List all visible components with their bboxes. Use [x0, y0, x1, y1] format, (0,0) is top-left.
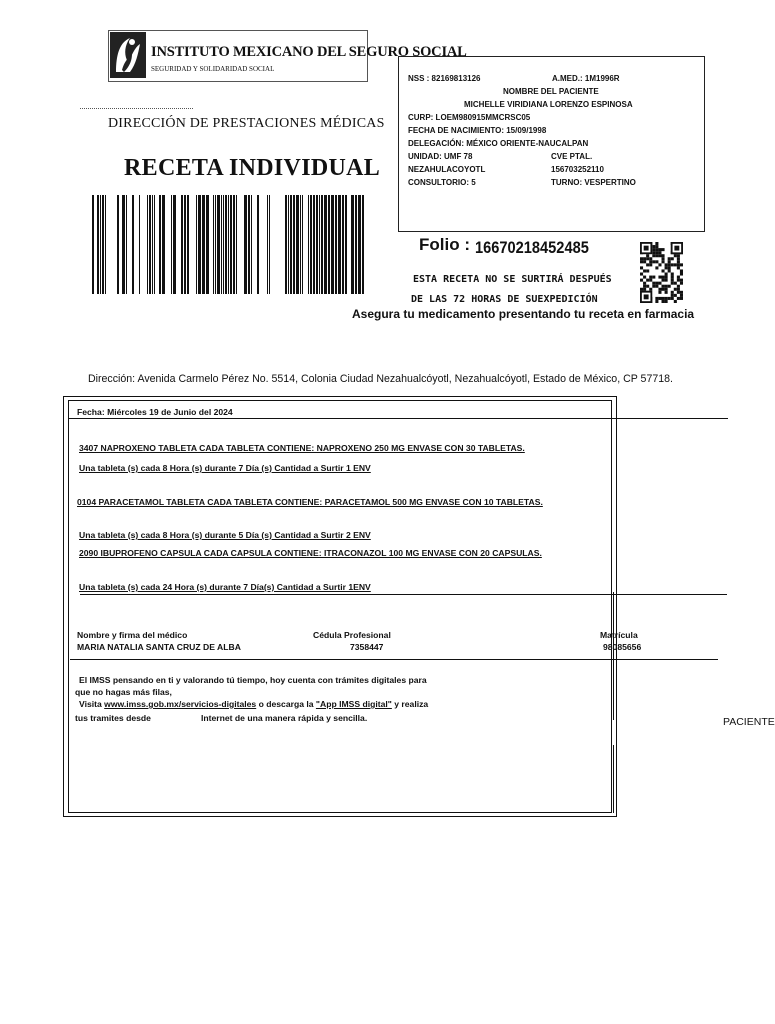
qr-module	[668, 257, 671, 260]
municipio: NEZAHULACOYOTL	[408, 165, 486, 174]
barcode-bar	[196, 195, 197, 294]
qr-module	[665, 297, 668, 300]
barcode-bar	[302, 195, 303, 294]
barcode	[92, 195, 365, 294]
delegacion: DELEGACIÓN: MÉXICO ORIENTE-NAUCALPAN	[408, 139, 589, 148]
qr-module	[677, 288, 680, 291]
qr-module	[665, 291, 668, 294]
qr-module	[655, 285, 658, 288]
barcode-bar	[213, 195, 214, 294]
qr-module	[680, 291, 683, 294]
logo-title: INSTITUTO MEXICANO DEL SEGURO SOCIAL	[151, 44, 467, 60]
medication-item: 2090 IBUPROFENO CAPSULA CADA CAPSULA CONTIENE: ITRACONAZOL 100 MG ENVASE CON 20 CAPSULAS.	[79, 548, 542, 558]
qr-module	[680, 282, 683, 285]
qr-module	[646, 269, 649, 272]
prescription-inner-border	[68, 400, 612, 813]
qr-module	[665, 266, 668, 269]
qr-module	[677, 285, 680, 288]
unidad: UNIDAD: UMF 78	[408, 152, 473, 161]
qr-module	[674, 263, 677, 266]
rule-line	[613, 592, 614, 720]
qr-module	[671, 282, 674, 285]
barcode-bar	[100, 195, 101, 294]
cedula-label: Cédula Profesional	[313, 630, 391, 640]
qr-module	[655, 260, 658, 263]
cve-ptal-value: 156703252110	[551, 165, 604, 174]
dotted-divider	[80, 108, 193, 109]
qr-module	[671, 273, 674, 276]
qr-module	[671, 279, 674, 282]
qr-module	[652, 245, 655, 248]
barcode-bar	[221, 195, 222, 294]
rule-line	[70, 659, 718, 660]
info-line: que no hagas más filas,	[75, 687, 172, 697]
qr-module	[652, 276, 655, 279]
qr-module	[658, 263, 661, 266]
barcode-bar	[257, 195, 259, 294]
qr-module	[674, 294, 677, 297]
barcode-bar	[267, 195, 268, 294]
barcode-bar	[154, 195, 155, 294]
imss-services-link[interactable]: www.imss.gob.mx/servicios-digitales	[104, 699, 257, 709]
birth-date: FECHA DE NACIMIENTO: 15/09/1998	[408, 126, 547, 135]
barcode-bar	[331, 195, 334, 294]
qr-module	[662, 288, 665, 291]
qr-module	[668, 263, 671, 266]
qr-module	[671, 257, 674, 260]
qr-module	[662, 260, 665, 263]
qr-module	[649, 288, 652, 291]
info-line: tus tramites desde	[75, 713, 151, 723]
barcode-bar	[230, 195, 232, 294]
qr-module	[646, 257, 649, 260]
barcode-bar	[126, 195, 127, 294]
qr-module	[655, 251, 658, 254]
qr-module	[644, 246, 649, 251]
qr-module	[680, 273, 683, 276]
qr-module	[655, 266, 658, 269]
qr-module	[649, 263, 652, 266]
rule-line	[613, 745, 614, 813]
qr-module	[644, 294, 649, 299]
dosage-instruction: Una tableta (s) cada 24 Hora (s) durante 7 Día(s) Cantidad a Surtir 1ENV	[79, 582, 371, 592]
qr-module	[655, 300, 658, 303]
qr-module	[662, 297, 665, 300]
qr-module	[665, 273, 668, 276]
barcode-bar	[102, 195, 104, 294]
barcode-bar	[285, 195, 287, 294]
qr-module	[665, 276, 668, 279]
qr-module	[646, 263, 649, 266]
qr-module	[640, 266, 643, 269]
barcode-bar	[198, 195, 201, 294]
qr-module	[652, 285, 655, 288]
qr-module	[646, 279, 649, 282]
qr-module	[658, 276, 661, 279]
barcode-bar	[187, 195, 189, 294]
qr-module	[662, 248, 665, 251]
barcode-bar	[117, 195, 119, 294]
qr-module	[658, 297, 661, 300]
qr-module	[671, 276, 674, 279]
folio-label: Folio :	[419, 235, 470, 254]
imss-eagle-emblem-icon	[110, 32, 146, 78]
qr-module	[677, 297, 680, 300]
barcode-bar	[345, 195, 347, 294]
barcode-bar	[171, 195, 172, 294]
qr-module	[649, 276, 652, 279]
qr-module	[680, 294, 683, 297]
qr-module	[662, 276, 665, 279]
qr-module	[662, 254, 665, 257]
qr-module	[652, 260, 655, 263]
barcode-bar	[319, 195, 320, 294]
barcode-bar	[217, 195, 220, 294]
qr-module	[640, 288, 643, 291]
barcode-bar	[328, 195, 330, 294]
qr-module	[643, 285, 646, 288]
qr-module	[677, 291, 680, 294]
qr-module	[643, 269, 646, 272]
barcode-bar	[355, 195, 357, 294]
qr-module	[649, 260, 652, 263]
barcode-bar	[162, 195, 165, 294]
qr-module	[640, 257, 643, 260]
barcode-bar	[338, 195, 341, 294]
receta-title: RECETA INDIVIDUAL	[124, 155, 381, 181]
qr-module	[668, 266, 671, 269]
matricula-label: Matrícula	[600, 630, 638, 640]
qr-module	[652, 254, 655, 257]
app-imss-digital: "App IMSS digital"	[315, 699, 392, 709]
qr-module	[652, 248, 655, 251]
expiry-warning-line1: ESTA RECETA NO SE SURTIRÁ DESPUÉS	[413, 274, 612, 285]
barcode-bar	[233, 195, 235, 294]
rule-line	[68, 418, 728, 419]
barcode-bar	[321, 195, 323, 294]
medication-item: 0104 PARACETAMOL TABLETA CADA TABLETA CONTIENE: PARACETAMOL 500 MG ENVASE CON 10 TABLETAS.	[77, 497, 543, 507]
barcode-bar	[223, 195, 224, 294]
qr-module	[668, 285, 671, 288]
dosage-instruction: Una tableta (s) cada 8 Hora (s) durante 5 Día (s) Cantidad a Surtir 2 ENV	[79, 530, 371, 540]
qr-module	[662, 285, 665, 288]
barcode-bar	[184, 195, 186, 294]
barcode-bar	[358, 195, 361, 294]
qr-module	[665, 300, 668, 303]
barcode-bar	[324, 195, 327, 294]
qr-module	[643, 257, 646, 260]
qr-module	[665, 263, 668, 266]
qr-module	[658, 254, 661, 257]
barcode-bar	[139, 195, 140, 294]
barcode-bar	[335, 195, 337, 294]
qr-module	[662, 300, 665, 303]
barcode-bar	[122, 195, 125, 294]
barcode-bar	[300, 195, 301, 294]
qr-module	[640, 279, 643, 282]
patient-name: MICHELLE VIRIDIANA LORENZO ESPINOSA	[464, 100, 633, 109]
barcode-bar	[149, 195, 151, 294]
qr-module	[646, 254, 649, 257]
patient-name-label: NOMBRE DEL PACIENTE	[503, 87, 599, 96]
barcode-bar	[362, 195, 364, 294]
barcode-bar	[105, 195, 106, 294]
direccion-title: DIRECCIÓN DE PRESTACIONES MÉDICAS	[108, 116, 385, 131]
qr-module	[643, 288, 646, 291]
barcode-bar	[316, 195, 318, 294]
barcode-bar	[351, 195, 354, 294]
consultorio: CONSULTORIO: 5	[408, 178, 476, 187]
qr-module	[652, 282, 655, 285]
qr-module	[668, 260, 671, 263]
qr-module	[671, 291, 674, 294]
qr-module	[680, 269, 683, 272]
qr-module	[674, 288, 677, 291]
qr-module	[655, 254, 658, 257]
qr-module	[643, 260, 646, 263]
nss: NSS : 82169813126	[408, 74, 481, 83]
curp: CURP: LOEM980915MMCRSC05	[408, 113, 531, 122]
barcode-bar	[225, 195, 227, 294]
qr-module	[640, 273, 643, 276]
qr-module	[674, 246, 679, 251]
barcode-bar	[296, 195, 299, 294]
medication-item: 3407 NAPROXENO TABLETA CADA TABLETA CONTIENE: NAPROXENO 250 MG ENVASE CON 30 TABLETAS.	[79, 443, 525, 453]
qr-module	[643, 276, 646, 279]
qr-module	[677, 276, 680, 279]
barcode-bar	[313, 195, 315, 294]
qr-module	[677, 257, 680, 260]
qr-module	[680, 279, 683, 282]
barcode-bar	[228, 195, 229, 294]
qr-module	[671, 297, 674, 300]
qr-module	[674, 282, 677, 285]
barcode-bar	[248, 195, 250, 294]
barcode-bar	[251, 195, 252, 294]
info-line: Visita www.imss.gob.mx/servicios-digitales o descarga la "App IMSS digital" y realiza	[79, 699, 429, 709]
info-line: Internet de una manera rápida y sencilla.	[201, 713, 368, 723]
barcode-bar	[132, 195, 134, 294]
copy-label: PACIENTE	[723, 716, 775, 728]
cedula-number: 7358447	[350, 642, 384, 652]
qr-module	[677, 254, 680, 257]
qr-module	[655, 245, 658, 248]
barcode-bar	[290, 195, 292, 294]
barcode-bar	[288, 195, 289, 294]
qr-module	[680, 297, 683, 300]
qr-module	[668, 269, 671, 272]
qr-module	[665, 285, 668, 288]
prescription-date: Fecha: Miércoles 19 de Junio del 2024	[77, 407, 233, 417]
qr-module	[643, 282, 646, 285]
qr-module	[662, 279, 665, 282]
barcode-bar	[310, 195, 312, 294]
qr-module	[668, 297, 671, 300]
qr-module	[655, 297, 658, 300]
qr-module	[655, 248, 658, 251]
barcode-bar	[236, 195, 237, 294]
barcode-bar	[342, 195, 344, 294]
barcode-bar	[147, 195, 148, 294]
a-med: A.MED.: 1M1996R	[552, 74, 620, 83]
doctor-name-label: Nombre y firma del médico	[77, 630, 188, 640]
matricula-number: 98085656	[603, 642, 642, 652]
qr-module	[671, 294, 674, 297]
doctor-name: MARIA NATALIA SANTA CRUZ DE ALBA	[77, 642, 241, 652]
qr-module	[674, 300, 677, 303]
qr-module	[640, 260, 643, 263]
qr-module	[665, 279, 668, 282]
qr-module	[658, 251, 661, 254]
qr-module	[646, 285, 649, 288]
qr-module	[652, 251, 655, 254]
expiry-warning-line2: DE LAS 72 HORAS DE SUEXPEDICIÓN	[411, 294, 598, 305]
barcode-bar	[159, 195, 161, 294]
barcode-bar	[173, 195, 176, 294]
barcode-bar	[244, 195, 247, 294]
logo-subtitle: SEGURIDAD Y SOLIDARIDAD SOCIAL	[151, 65, 275, 73]
qr-module	[658, 248, 661, 251]
barcode-bar	[293, 195, 295, 294]
barcode-bar	[308, 195, 309, 294]
qr-module	[674, 254, 677, 257]
qr-code	[640, 242, 683, 303]
folio-number: 16670218452485	[475, 238, 589, 257]
qr-module	[677, 266, 680, 269]
qr-module	[677, 260, 680, 263]
qr-module	[680, 263, 683, 266]
qr-module	[662, 269, 665, 272]
qr-module	[655, 282, 658, 285]
info-line: El IMSS pensando en ti y valorando tú tiempo, hoy cuenta con trámites digitales para	[79, 675, 427, 685]
pharmacy-notice: Asegura tu medicamento presentando tu receta en farmacia	[352, 307, 695, 321]
dosage-instruction: Una tableta (s) cada 8 Hora (s) durante 7 Día (s) Cantidad a Surtir 1 ENV	[79, 463, 371, 473]
barcode-bar	[215, 195, 216, 294]
barcode-bar	[206, 195, 209, 294]
turno: TURNO: VESPERTINO	[551, 178, 636, 187]
qr-module	[665, 288, 668, 291]
qr-module	[671, 263, 674, 266]
qr-module	[658, 282, 661, 285]
qr-module	[658, 288, 661, 291]
qr-module	[658, 291, 661, 294]
barcode-bar	[181, 195, 183, 294]
qr-module	[677, 279, 680, 282]
barcode-bar	[97, 195, 99, 294]
cve-ptal-label: CVE PTAL.	[551, 152, 593, 161]
patient-info-box	[398, 56, 705, 232]
barcode-bar	[92, 195, 94, 294]
clinic-address: Dirección: Avenida Carmelo Pérez No. 5514, Colonia Ciudad Nezahualcóyotl, Nezahualcóyotl, Estado de México, CP 57718.	[88, 373, 673, 385]
qr-module	[649, 257, 652, 260]
qr-module	[649, 279, 652, 282]
qr-module	[655, 242, 658, 245]
barcode-bar	[269, 195, 270, 294]
qr-module	[662, 257, 665, 260]
barcode-bar	[152, 195, 153, 294]
qr-module	[677, 263, 680, 266]
rule-line	[80, 594, 727, 595]
barcode-bar	[202, 195, 205, 294]
